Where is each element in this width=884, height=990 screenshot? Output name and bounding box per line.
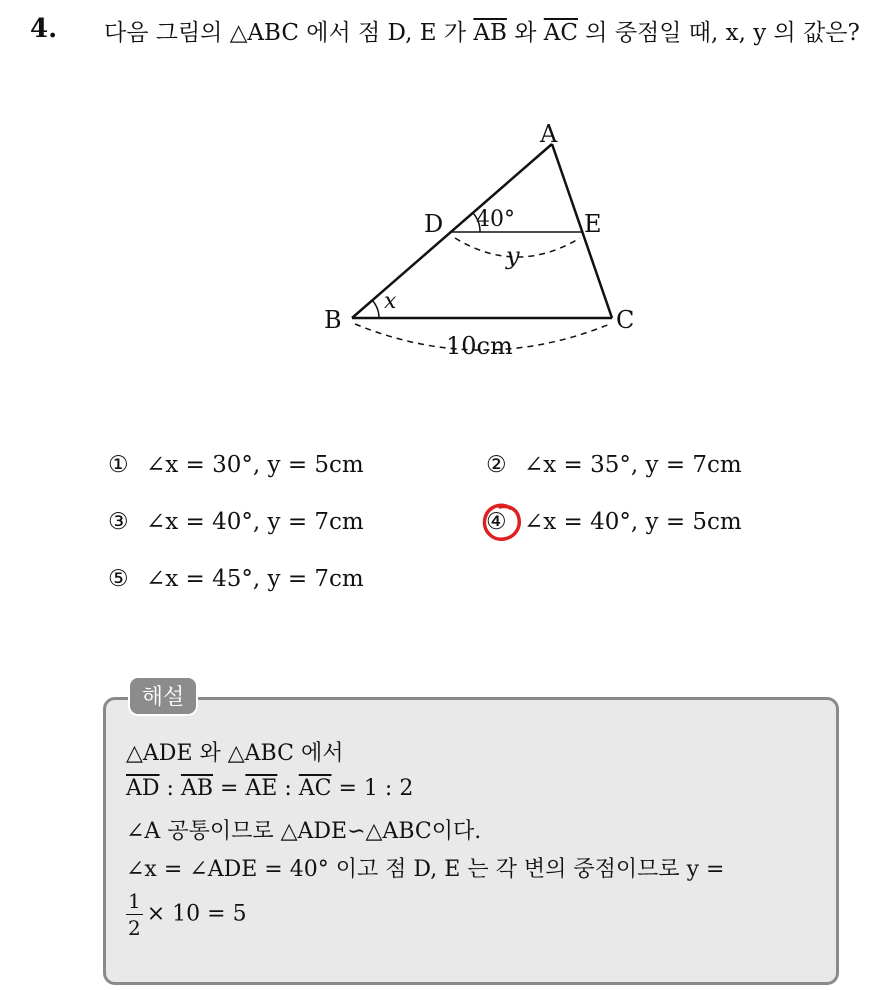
ratio-sep-1: : (159, 776, 181, 801)
explanation-line-1: △ADE 와 △ABC 에서 (126, 741, 344, 766)
segment-ae: $\overline{AE}$ (245, 776, 278, 801)
choice-4[interactable] (486, 509, 742, 535)
choice-3-text: ∠x = 40°, y = 7cm (146, 509, 364, 535)
segment-ac: $\overline{AC}$ (543, 20, 578, 46)
choice-3[interactable] (108, 509, 364, 535)
explanation-tag: 해설 (128, 676, 198, 716)
angle-arc-b (372, 300, 379, 318)
question-text-2: 와 (506, 20, 544, 46)
fraction-denominator: 2 (128, 916, 141, 940)
label-d: D (424, 210, 444, 238)
label-e: E (584, 210, 602, 238)
explanation-line-2 (126, 776, 413, 801)
choice-1-number: ① (108, 452, 129, 478)
triangle-figure (300, 110, 660, 370)
explanation-box (103, 697, 839, 985)
fraction-half (126, 888, 143, 941)
choice-1[interactable] (108, 452, 364, 478)
segment-ab-2: $\overline{AB}$ (180, 776, 213, 801)
angle-40-label: 40° (476, 207, 515, 232)
triangle-diagram (300, 110, 660, 370)
choice-5-number: ⑤ (108, 566, 129, 592)
explanation-line-5 (126, 888, 247, 941)
segment-ac-2: $\overline{AC}$ (298, 776, 332, 801)
label-a: A (540, 120, 558, 148)
label-c: C (616, 306, 635, 334)
choice-5-text: ∠x = 45°, y = 7cm (146, 566, 364, 592)
bc-length-label: 10cm (446, 332, 513, 360)
question-text-3: 의 중점일 때, x, y 의 값은? (577, 20, 860, 46)
choice-2-text: ∠x = 35°, y = 7cm (524, 452, 742, 478)
choice-2[interactable] (486, 452, 742, 478)
explanation-line-3: ∠A 공통이므로 △ADE∽△ABC이다. (126, 819, 482, 844)
explanation-line-4: ∠x = ∠ADE = 40° 이고 점 D, E 는 각 변의 중점이므로 y = (126, 857, 725, 882)
choice-2-number: ② (486, 452, 507, 478)
question-text (104, 14, 864, 52)
fraction-numerator: 1 (128, 889, 141, 913)
choice-4-text: ∠x = 40°, y = 5cm (524, 509, 742, 535)
question-text-1: 다음 그림의 △ABC 에서 점 D, E 가 (104, 20, 474, 46)
segment-ad: $\overline{AD}$ (126, 776, 160, 801)
x-label: x (384, 289, 397, 314)
ratio-tail: = 1 : 2 (331, 776, 414, 801)
question-number: 4. (30, 14, 58, 44)
ratio-eq: = (213, 776, 246, 801)
segment-ba-line (352, 144, 552, 318)
label-b: B (324, 306, 342, 334)
choice-1-text: ∠x = 30°, y = 5cm (146, 452, 364, 478)
choice-5[interactable] (108, 566, 364, 592)
y-label: y (506, 242, 520, 270)
ratio-sep-2: : (277, 776, 299, 801)
answer-circle-mark (480, 500, 524, 544)
segment-ac-line (552, 144, 612, 318)
choice-4-number: ④ (486, 509, 507, 535)
segment-ab: $\overline{AB}$ (473, 20, 507, 46)
explanation-line-5-tail: × 10 = 5 (146, 901, 247, 927)
choice-3-number: ③ (108, 509, 129, 535)
